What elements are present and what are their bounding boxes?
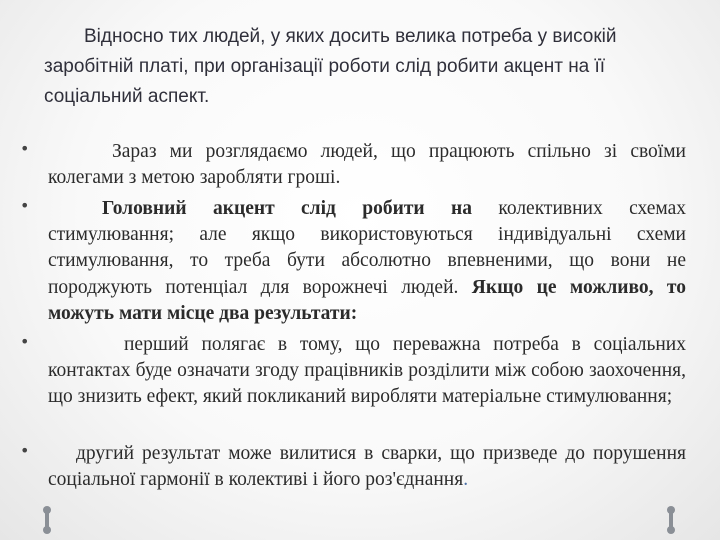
bullet-text-4 [48,441,686,493]
bullet-marker: • [20,441,30,460]
bullet-marker: • [20,196,30,215]
bullet-1-text: Зараз ми розглядаємо людей, що працюють спільно зі своїми колегами з метою заробляти гроші. [48,141,686,189]
bullet-3-text: перший полягає в тому, що переважна потреба в соціальних контактах буде означати згоду працівників розділити між собою заохочення, що знизить ефект, який покликаний виробляти матеріальне стимулювання; [48,334,686,408]
decor-pin-left [45,508,49,532]
intro-text: Відносно тих людей, у яких досить велика потреба у високій заробітній платі, при організації роботи слід робити акцент на її соціальний аспект. [44,26,617,107]
bullet-text-1 [48,139,686,191]
bullet-2-bold-tail: Якщо це можливо, то можуть мати місце два результати: [48,276,686,324]
bullet-4-end-dot: . [463,469,469,491]
decor-pin-right [669,508,673,532]
bullet-marker: • [20,139,30,158]
bullet-marker: • [20,332,30,351]
bullet-2-bold-lead: Головний акцент слід робити на [102,198,472,219]
bullet-text-3 [48,332,686,411]
bullet-2-text: колективних схемах стимулювання; але якщо використовуються індивідуальні схеми стимулювання, то треба бути абсолютно впевненими, що вони не породжують потенціал для ворожнечі людей. [48,198,687,298]
intro-paragraph [44,22,704,112]
bullet-4-text: другий результат може вилитися в сварки, що призведе до порушення соціальної гармонії в колективі і його роз'єднання [48,443,686,491]
bullet-text-2 [48,196,686,327]
